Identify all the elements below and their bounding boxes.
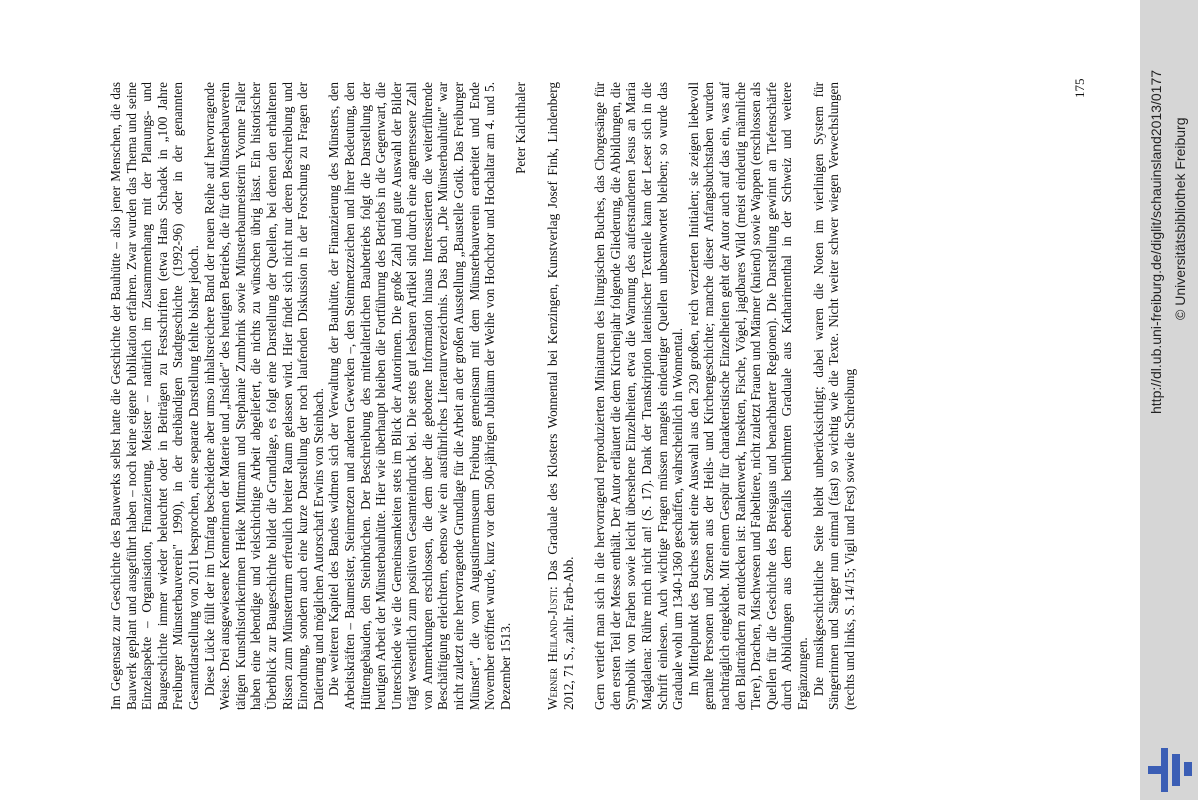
sidebar-rotated bbox=[1140, 0, 1198, 800]
paragraph-1: Im Gegensatz zur Geschichte des Bauwerks selbst hatte die Geschichte der Bauhütte – also jener Menschen, die das Bauwerk geplant und ausgeführt haben – noch keine eigene Publikation erfahren. Zwar wurden das Thema und seine Einzelaspekte – Organisation, Finanzierung, Meister – natürlich im Zusammenhang mit der Planungs- und Baugeschichte immer wieder beleuchtet oder in Beiträgen zu Festschriften (etwa Hans Schadek in „100 Jahre Freiburger Münsterbauverein" 1990), in der dreibändigen Stadtgeschichte (1992-96) oder in der genannten Gesamtdarstellung von 2011 besprochen, eine separate Darstellung fehlte bisher jedoch. bbox=[108, 82, 201, 710]
review-citation: : Das Graduale des Klosters Wonnental bei Kenzingen, Kunstverlag Josef Fink, Lindenberg 2012, 71 S., zahlr. Farb-Abb. bbox=[545, 82, 576, 710]
review2-paragraph-3: Die musikgeschichtliche Seite bleibt unberücksichtigt; dabei waren die Noten im vierlinigen System für Sängerinnen und Sänger nun einmal (fast) so wichtig wie die Texte. Nicht weiter schwer wiegen Verwechslungen (rechts und links, S. 14/15; Vigil und Fest) sowie die Schreibung bbox=[810, 82, 857, 710]
spacer bbox=[576, 82, 592, 710]
review-bibliography bbox=[545, 82, 576, 710]
page-number: 175 bbox=[1072, 78, 1087, 98]
review2-paragraph-2: Im Mittelpunkt des Buches steht eine Auswahl aus den 230 großen, reich verzierten Initialen; sie zeigen liebevoll gemalte Personen und Szenen aus der Heils- und Kirchengeschichte; manche dieser Anfangsbuchstaben wurden nachträglich eingeklebt. Mit einem Gespür für charakteristische Einzelheiten geht der Autor auch auf das ein, was auf den Blatträndern zu entdecken ist: Rankenwerk, Insekten, Fische, Vögel, jagdbares Wild (meist eindeutig männliche Tiere), Drachen, Mischwesen und Fabeltiere, nicht zuletzt Frauen und Männer (kniend) sowie Wappen (erschlossen als Quellen für die Geschichte des Breisgaus und benachbarter Regionen). Die Darstellung gewinnt an Tiefenschärfe durch Abbildungen aus dem ebenfalls berühmten Graduale aus Katharinenthal in der Schweiz und weitere Ergänzungen. bbox=[685, 82, 810, 710]
source-url-link[interactable]: http://dl.ub.uni-freiburg.de/diglit/schauinsland2013/0177 bbox=[1148, 69, 1164, 414]
copyright-notice: © Universitätsbibliothek Freiburg bbox=[1172, 117, 1188, 320]
text-column bbox=[108, 82, 857, 710]
digitization-sidebar bbox=[1140, 0, 1198, 800]
review2-paragraph-1: Gern vertieft man sich in die hervorragend reproduzierten Miniaturen des liturgischen Buches, das Chorgesänge für den ersten Teil der Messe enthält. Der Autor erläutert die dem Kirchenjahr folgende Gliederung, die Abbildungen, die Symbolik von Farben sowie leicht übersehene Einzelheiten, etwa die Warnung des auferstandenen Jesus an Maria Magdalena: Rühre mich nicht an! (S. 17). Dank der Transkription lateinischer Textteile kann der Leser sich in die Schrift einlesen. Auch wichtige Fragen müssen mangels eindeutiger Quellen unbeantwortet bleiben; so wurde das Graduale wohl um 1340-1360 geschaffen, wahrscheinlich in Wonnental. bbox=[592, 82, 686, 710]
paragraph-2: Diese Lücke füllt der im Umfang bescheidene aber umso inhaltsreichere Band der neuen Reihe auf hervorragende Weise. Drei ausgewiesene Kennerinnen der Materie und „Insider" des heutigen Betriebs, die für den Münsterbauverein tätigen Kunsthistorikerinnen Heike Mittmann und Stephanie Zumbrink sowie Münsterbaumeisterin Yvonne Faller haben eine lebendige und vielschichtige Arbeit abgeliefert, die nichts zu wünschen übrig lässt. Ein historischer Überblick zur Baugeschichte bildet die Grundlage, es folgt eine Darstellung der Quellen, bei denen den erhaltenen Rissen zum Münsterturm erfreulich breiter Raum gelassen wird. Hier findet sich nicht nur deren Beschreibung und Einordnung, sondern auch eine kurze Darstellung der noch laufenden Diskussion in der Forschung zu Fragen der Datierung und möglichen Autorschaft Erwins von Steinbach. bbox=[201, 82, 326, 710]
review-signature: Peter Kalchthaler bbox=[513, 82, 529, 174]
ub-freiburg-logo-icon bbox=[1148, 748, 1192, 792]
paragraph-3: Die weiteren Kapitel des Bandes widmen sich der Verwaltung der Bauhütte, der Finanzierung des Münsters, den Arbeitskräften – Baumeister, Steinmetzen und anderen Gewerken –, den Steinmetzzeichen und ihrer Bedeutung, den Hüttengebäuden, den Steinbrüchen. Der Beschreibung des mittelalterlichen Baubetriebs folgt die Darstellung der heutigen Arbeit der Münsterbauhütte. Hier wie überhaupt bleiben die Fortführung des Betriebs in die Gegenwart, die Unterschiede wie die Gemeinsamkeiten stets im Blick der Autorinnen. Die große Zahl und gute Auswahl der Bilder trägt wesentlich zum positiven Gesamteindruck bei. Die stets gut lesbaren Artikel sind durch eine angemessene Zahl von Anmerkungen erschlossen, die dem über die gebotene Information hinaus Interessierten die weiterführende Beschäftigung erleichtern, ebenso wie ein ausführliches Literaturverzeichnis. Das Buch „Die Münsterbauhütte" war nicht zuletzt eine hervorragende Grundlage für die Arbeit an der großen Ausstellung „Baustelle Gotik. Das Freiburger Münster", die vom Augustinermuseum Freiburg gemeinsam mit dem Münsterbauverein erarbeitet und Ende November eröffnet wurde, kurz vor dem 500-jährigen Jubiläum der Weihe von Hochchor und Hochaltar am 4. und 5. Dezember 1513. bbox=[326, 82, 513, 710]
review-author: Werner Heiland-Justi bbox=[545, 589, 561, 710]
